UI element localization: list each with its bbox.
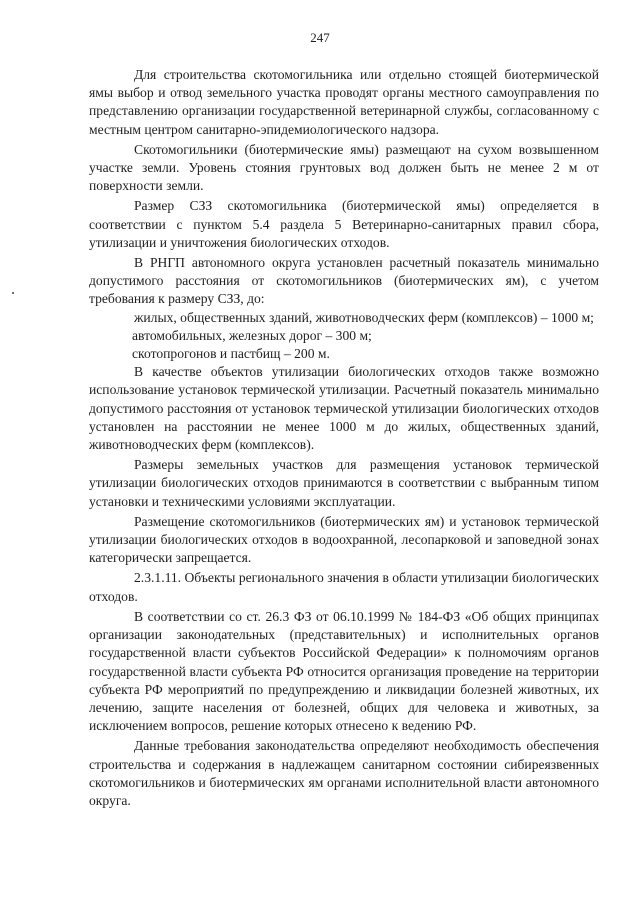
paragraph-thermal-units: В качестве объектов утилизации биологических отходов также возможно использование установок термической утилизации. Расчетный показатель минимально допустимого расстояния от установок термической утилизации биологических отходов установлен на расстоянии не менее 1000 м до жилых, общественных зданий, животноводческих ферм (комплексов).: [89, 364, 599, 453]
list-item-pastures: скотопрогонов и пастбищ – 200 м.: [132, 346, 330, 362]
paragraph-construction-site: Для строительства скотомогильника или отдельно стоящей биотермической ямы выбор и отвод земельного участка проводят органы местного самоуправления по представлению организации государственной ветеринарной службы, согласованному с местным центром санитарно-эпидемиологического надзора.: [89, 67, 599, 137]
paragraph-prohibited-zones: Размещение скотомогильников (биотермических ям) и установок термической утилизации биологических отходов в водоохранной, лесопарковой и заповедной зонах категорически запрещается.: [89, 513, 599, 566]
paragraph-land-plots: Размеры земельных участков для размещения установок термической утилизации биологических отходов принимаются в соответствии с выбранным типом установки и техническими условиями эксплуатации.: [89, 457, 599, 509]
document-body: [89, 66, 599, 810]
list-item-roads: автомобильных, железных дорог – 300 м;: [132, 327, 372, 343]
paragraph-min-distance: В РНГП автономного округа установлен расчетный показатель минимально допустимого расстояния от скотомогильников (биотермических ям), с учетом требования к размеру СЗЗ, до:: [89, 255, 599, 307]
paragraph-placement-requirements: Скотомогильники (биотермические ямы) размещают на сухом возвышенном участке земли. Уровень стояния грунтовых вод должен быть не менее 2 м от поверхности земли.: [89, 141, 599, 194]
paragraph-legislation-requirements: Данные требования законодательства определяют необходимость обеспечения строительства и содержания в надлежащем санитарном состоянии сибиреязвенных скотомогильников и биотермических ям органами исполнительной власти автономного округа.: [89, 738, 599, 808]
paragraph-szz-size: Размер СЗЗ скотомогильника (биотермической ямы) определяется в соответствии с пунктом 5.4 раздела 5 Ветеринарно-санитарных правил сбора, утилизации и уничтожения биологических отходов.: [89, 198, 599, 250]
section-heading-2-3-1-11: 2.3.1.11. Объекты регионального значения в области утилизации биологических отходов.: [89, 570, 599, 604]
page-number: 247: [310, 30, 330, 45]
paragraph-federal-law: В соответствии со ст. 26.3 ФЗ от 06.10.1999 № 184-ФЗ «Об общих принципах организации законодательных (представительных) и исполнительных органов государственной власти субъектов Российской Федерации» к полномочиям органов государственной власти субъекта РФ относится организация проведение на территории субъекта РФ мероприятий по предупреждению и ликвидации болезней животных, их лечению, защите населения от болезней, общих для человека и животных, за исключением вопросов, решение которых отнесено к ведению РФ.: [89, 608, 599, 734]
list-item-buildings: жилых, общественных зданий, животноводческих ферм (комплексов) – 1000 м;: [134, 309, 594, 325]
scan-mark: [12, 292, 14, 294]
